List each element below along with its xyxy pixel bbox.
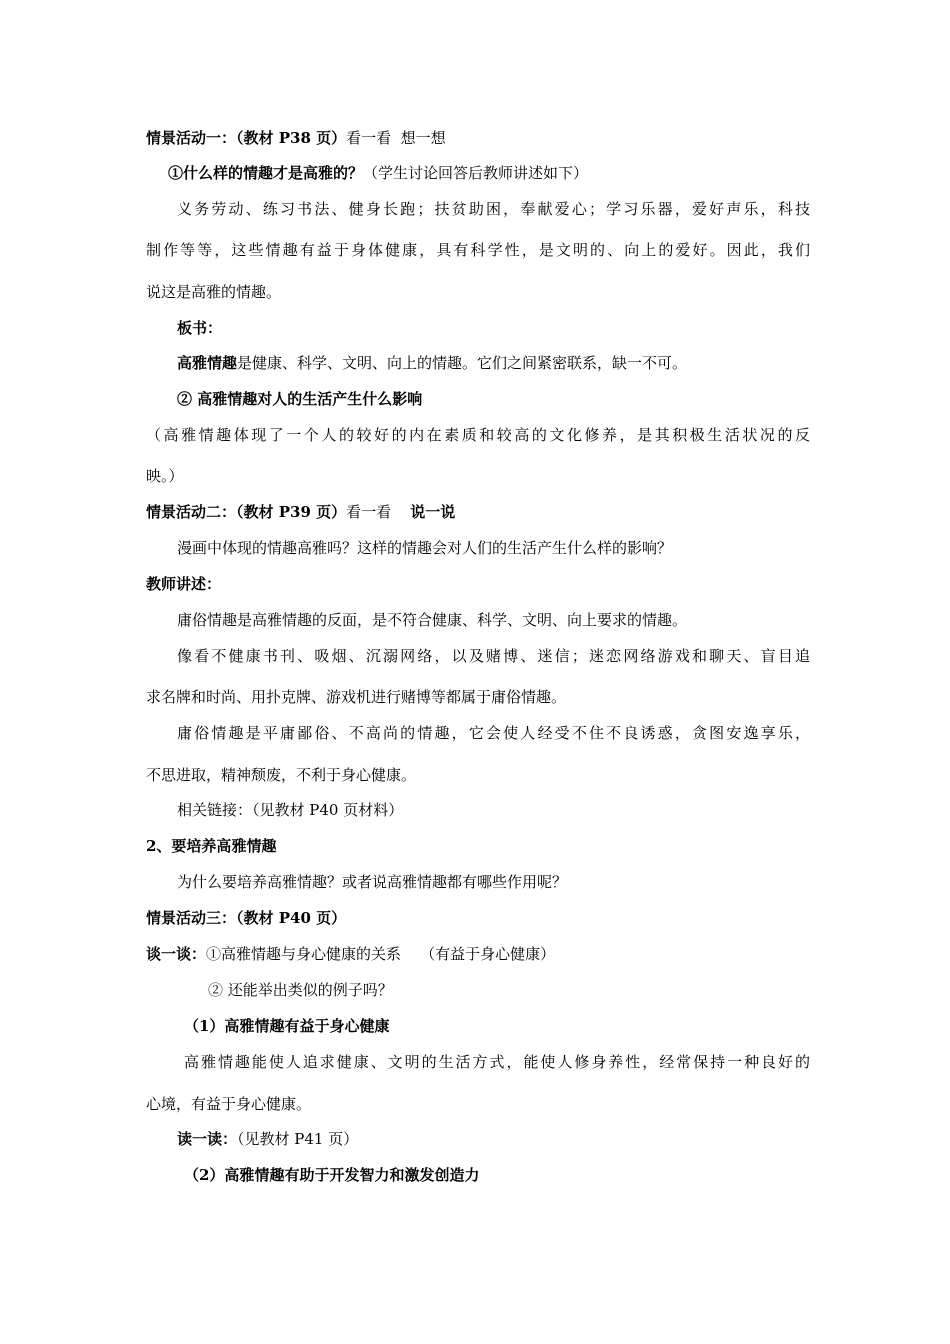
related-link — [177, 800, 810, 820]
paragraph-line — [177, 538, 810, 558]
text: 是健康、科学、文明、向上的情趣。它们之间紧密联系，缺一不可。 — [237, 354, 688, 372]
subheading-1 — [184, 1016, 810, 1036]
paragraph-line — [177, 723, 810, 743]
text: ② 还能举出类似的例子吗？ — [208, 981, 393, 999]
text: 高雅情趣能使人追求健康、文明的生活方式，能使人修身养性，经常保持一种良好的 — [184, 1053, 810, 1071]
text: 映。） — [146, 467, 184, 485]
text: 制作等等，这些情趣有益于身体健康，具有科学性，是文明的、向上的爱好。因此，我们 — [146, 241, 810, 259]
question-2 — [177, 389, 810, 409]
bold-text: （1）高雅情趣有益于身心健康 — [184, 1017, 390, 1035]
paragraph-line — [146, 765, 810, 785]
talk-prompt — [146, 944, 810, 964]
board-label — [177, 318, 810, 338]
paragraph-line — [146, 466, 810, 486]
paragraph-line — [146, 687, 810, 707]
activity-2-heading — [146, 502, 810, 522]
text: 看一看 想一想 — [346, 129, 446, 147]
bold-text: 2、要培养高雅情趣 — [146, 837, 277, 855]
paragraph-line — [177, 610, 810, 630]
text: 为什么要培养高雅情趣？或者说高雅情趣都有哪些作用呢？ — [177, 873, 568, 891]
text: 庸俗情趣是高雅情趣的反面，是不符合健康、科学、文明、向上要求的情趣。 — [177, 611, 688, 629]
bold-text: 高雅情趣 — [177, 354, 238, 372]
question-1 — [168, 163, 810, 183]
text: 不思进取，精神颓废，不利于身心健康。 — [146, 766, 417, 784]
text: 求名牌和时尚、用扑克牌、游戏机进行赌博等都属于庸俗情趣。 — [146, 688, 567, 706]
text: 相关链接：（见教材 P40 页材料） — [177, 801, 404, 819]
bold-text: 读一读： — [177, 1130, 238, 1148]
paragraph-line — [146, 1094, 810, 1114]
paragraph-line — [146, 425, 810, 445]
text: 庸俗情趣是平庸鄙俗、不高尚的情趣，它会使人经受不住不良诱惑，贪图安逸享乐， — [177, 724, 810, 742]
paragraph-line — [177, 872, 810, 892]
bold-text: 情景活动三：（教材 P40 页） — [146, 909, 347, 927]
talk-prompt-2 — [208, 980, 810, 1000]
text: （见教材 P41 页） — [237, 1130, 359, 1148]
paragraph-line — [146, 240, 810, 260]
activity-1-heading — [146, 128, 810, 148]
text: 说这是高雅的情趣。 — [146, 283, 282, 301]
bold-text: 谈一谈： — [146, 945, 207, 963]
text: 心境，有益于身心健康。 — [146, 1095, 312, 1113]
text: 漫画中体现的情趣高雅吗？这样的情趣会对人们的生活产生什么样的影响？ — [177, 539, 673, 557]
paragraph-line — [177, 199, 810, 219]
paragraph-line — [184, 1052, 810, 1072]
text: 义务劳动、练习书法、健身长跑；扶贫助困，奉献爱心；学习乐器，爱好声乐，科技 — [177, 200, 810, 218]
text: （高雅情趣体现了一个人的较好的内在素质和较高的文化修养，是其积极生活状况的反 — [146, 426, 810, 444]
text: （学生讨论回答后教师讲述如下） — [363, 164, 589, 182]
text: ①高雅情趣与身心健康的关系 （有益于身心健康） — [206, 945, 556, 963]
bold-text: 说一说 — [410, 503, 456, 521]
bold-text: （2）高雅情趣有助于开发智力和激发创造力 — [184, 1166, 480, 1184]
paragraph-line — [177, 646, 810, 666]
text: 看一看 — [346, 503, 411, 521]
board-text — [177, 353, 810, 373]
bold-text: 情景活动二：（教材 P39 页） — [146, 503, 347, 521]
bold-text: 情景活动一：（教材 P38 页） — [146, 129, 347, 147]
read-prompt — [177, 1129, 810, 1149]
subheading-2 — [184, 1165, 810, 1185]
bold-text: ② 高雅情趣对人的生活产生什么影响 — [177, 390, 423, 408]
activity-3-heading — [146, 908, 810, 928]
paragraph-line — [146, 282, 810, 302]
bold-text: 板书： — [177, 319, 223, 337]
text: 像看不健康书刊、吸烟、沉溺网络，以及赌博、迷信；迷恋网络游戏和聊天、盲目追 — [177, 647, 810, 665]
teacher-label — [146, 574, 810, 594]
bold-text: 教师讲述： — [146, 575, 222, 593]
section-2-heading — [146, 836, 810, 856]
bold-text: ①什么样的情趣才是高雅的？ — [168, 164, 364, 182]
